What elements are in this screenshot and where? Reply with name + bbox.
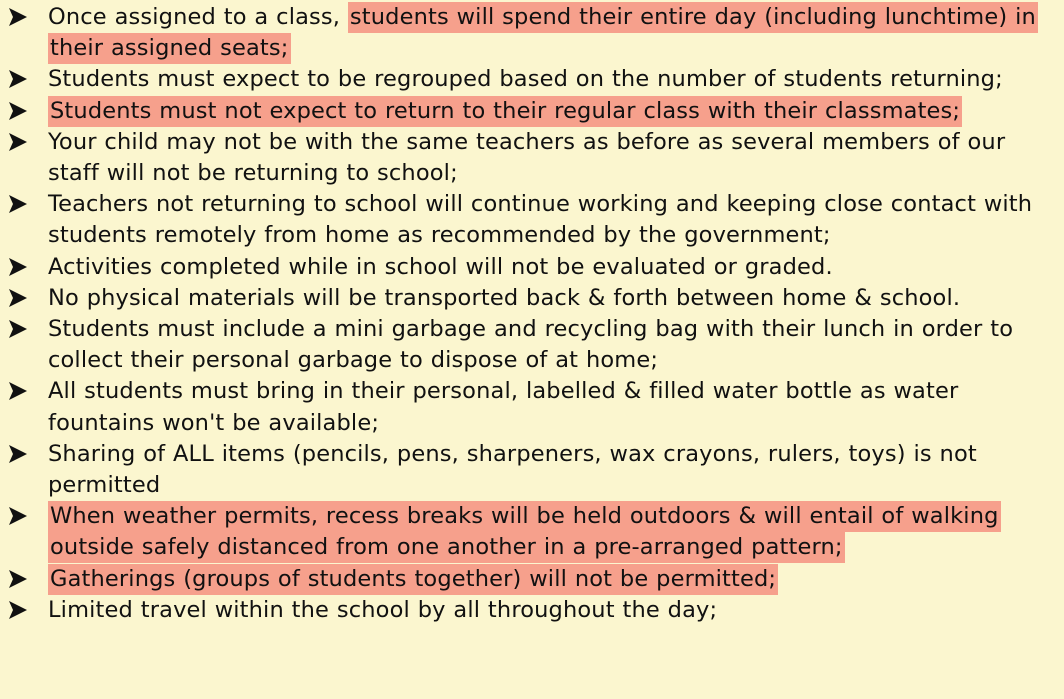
arrowhead-bullet-icon — [8, 381, 28, 401]
item-text: All students must bring in their personal, labelled & filled water bottle as water fountains won't be available; — [48, 378, 959, 436]
arrowhead-bullet-icon — [8, 444, 28, 464]
arrowhead-bullet-icon — [8, 569, 28, 589]
arrowhead-bullet-icon — [8, 257, 28, 277]
item-text: Your child may not be with the same teachers as before as several members of our staff will not be returning to school; — [48, 128, 1006, 187]
item-text: Sharing of ALL items (pencils, pens, sharpeners, wax crayons, rulers, toys) is not permitted — [48, 440, 977, 499]
list-item — [0, 376, 1064, 438]
arrowhead-bullet-icon — [8, 69, 28, 89]
highlighted-text: students will spend their entire day (including lunchtime) in their assigned seats; — [48, 2, 1038, 64]
arrowhead-bullet-icon — [8, 506, 28, 526]
list-item — [0, 189, 1064, 251]
list-item — [0, 252, 1064, 283]
bullet-list — [0, 2, 1064, 626]
item-text: Students must expect to be regrouped based on the number of students returning; — [48, 66, 1003, 93]
list-item — [0, 283, 1064, 314]
item-text: Limited travel within the school by all throughout the day; — [48, 596, 718, 623]
highlighted-text: Gatherings (groups of students together) will not be permitted; — [48, 564, 778, 595]
list-item — [0, 564, 1064, 595]
list-item — [0, 439, 1064, 501]
arrowhead-bullet-icon — [8, 194, 28, 214]
list-item — [0, 96, 1064, 127]
item-text: Once assigned to a class, — [48, 4, 348, 30]
arrowhead-bullet-icon — [8, 600, 28, 620]
item-text: Teachers not returning to school will continue working and keeping close contact with students remotely from home as recommended by the government; — [48, 191, 1033, 249]
item-text: No physical materials will be transported back & forth between home & school. — [48, 284, 961, 311]
item-text: Activities completed while in school will not be evaluated or graded. — [48, 253, 833, 280]
arrowhead-bullet-icon — [8, 132, 28, 152]
arrowhead-bullet-icon — [8, 319, 28, 339]
item-text: Students must include a mini garbage and recycling bag with their lunch in order to collect their personal garbage to dispose of at home; — [48, 316, 1014, 374]
arrowhead-bullet-icon — [8, 101, 28, 121]
list-item — [0, 501, 1064, 563]
list-item — [0, 2, 1064, 64]
highlighted-text: When weather permits, recess breaks will be held outdoors & will entail of walking outside safely distanced from one another in a pre-arranged pattern; — [48, 501, 1001, 563]
highlighted-text: Students must not expect to return to their regular class with their classmates; — [48, 96, 962, 127]
arrowhead-bullet-icon — [8, 7, 28, 27]
list-item — [0, 64, 1064, 95]
list-item — [0, 127, 1064, 189]
arrowhead-bullet-icon — [8, 288, 28, 308]
list-item — [0, 595, 1064, 626]
list-item — [0, 314, 1064, 376]
